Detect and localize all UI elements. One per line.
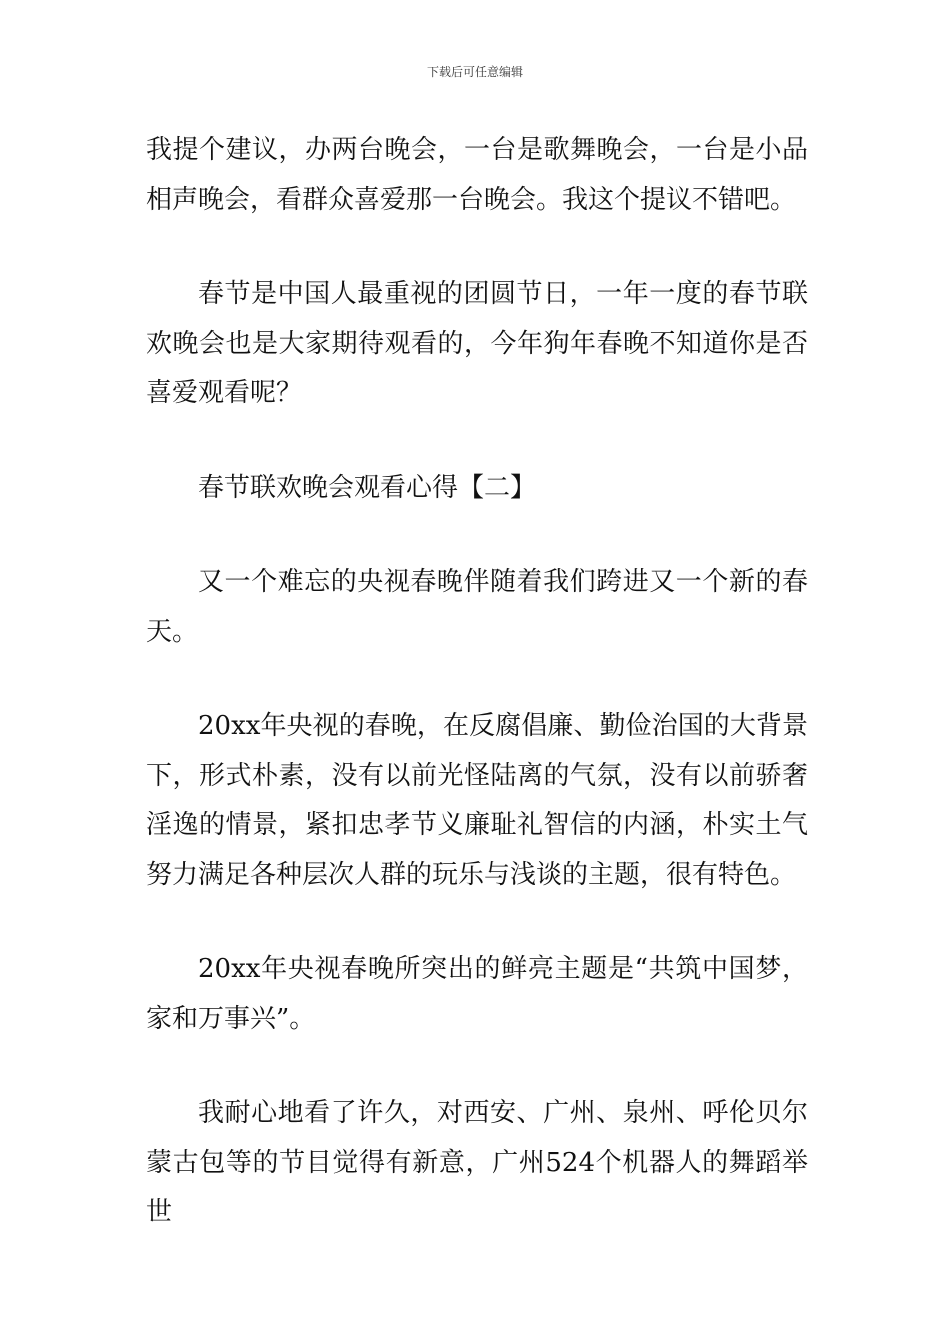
paragraph-4: 20xx年央视的春晚，在反腐倡廉、勤俭治国的大背景下，形式朴素，没有以前光怪陆离的气氛，没有以前骄奢淫逸的情景，紧扣忠孝节义廉耻礼智信的内涵，朴实土气努力满足各种层次人群的玩乐与浅谈的主题，很有特色。 (146, 711, 808, 890)
paragraph-gap (146, 1044, 808, 1089)
paragraph-3: 又一个难忘的央视春晚伴随着我们跨进又一个新的春天。 (146, 567, 808, 647)
page-header: 下载后可任意编辑 (426, 65, 523, 79)
paragraph-gap (146, 900, 808, 945)
paragraph-gap (146, 225, 808, 270)
paragraph-gap (146, 419, 808, 464)
paragraph-1: 我提个建议，办两台晚会，一台是歌舞晚会，一台是小品相声晚会，看群众喜爱那一台晚会。我这个提议不错吧。 (146, 135, 808, 215)
section-heading: 春节联欢晚会观看心得【二】 (198, 472, 537, 503)
paragraph-gap (146, 657, 808, 702)
paragraph-gap (146, 513, 808, 558)
paragraph-5: 20xx年央视春晚所突出的鲜亮主题是“共筑中国梦，家和万事兴”。 (146, 954, 808, 1034)
paragraph-6: 我耐心地看了许久，对西安、广州、泉州、呼伦贝尔蒙古包等的节目觉得有新意，广州524个机器人的舞蹈举世 (146, 1098, 808, 1227)
document-body (146, 126, 808, 1238)
paragraph-2: 春节是中国人最重视的团圆节日，一年一度的春节联欢晚会也是大家期待观看的，今年狗年春晚不知道你是否喜爱观看呢？ (146, 279, 808, 408)
